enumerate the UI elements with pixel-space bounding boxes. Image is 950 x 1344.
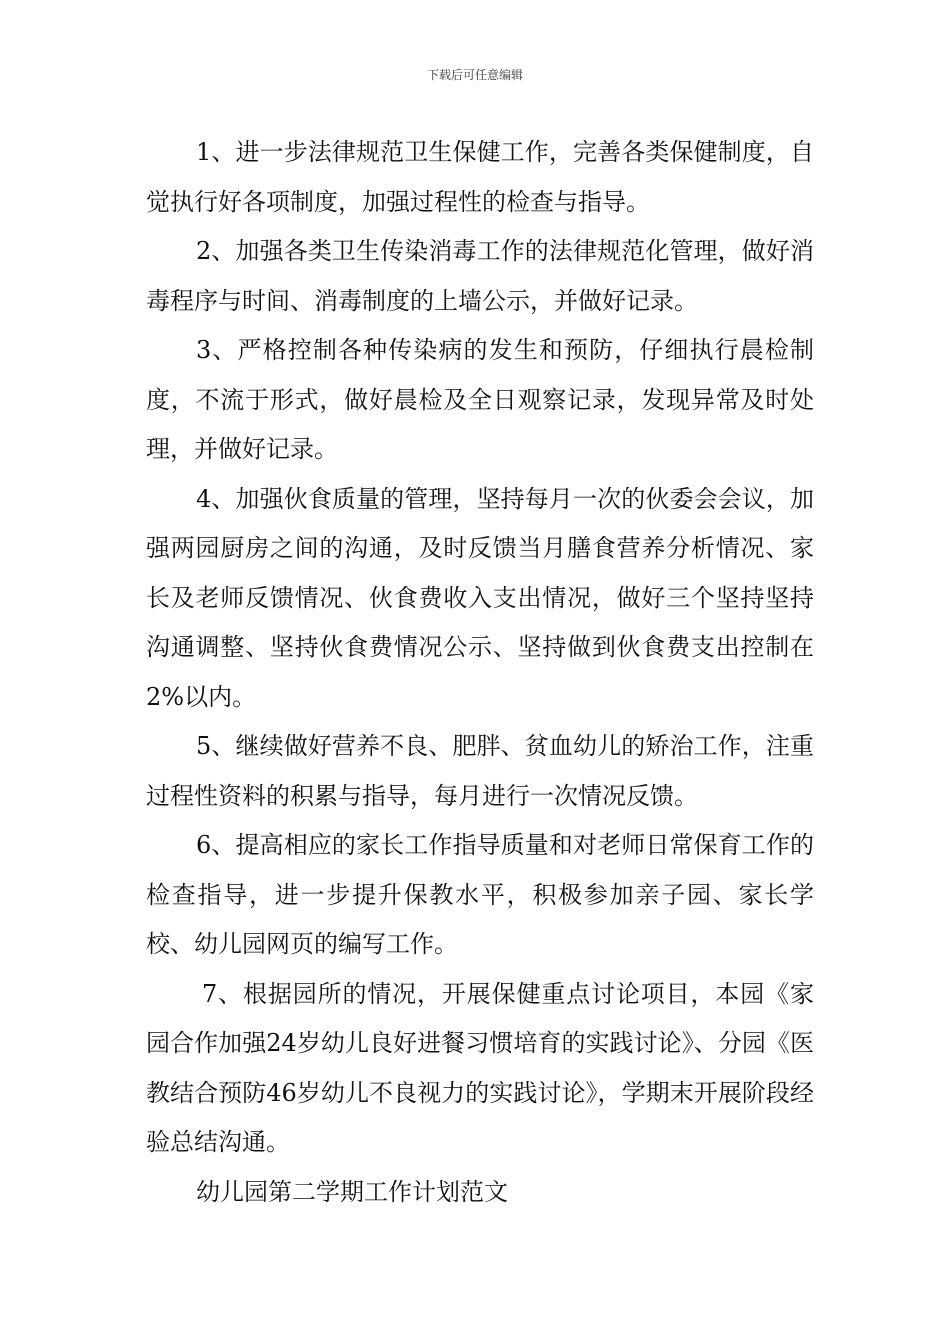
paragraph-item-4: 4、加强伙食质量的管理，坚持每月一次的伙委会会议，加强两园厨房之间的沟通，及时反馈当月膳食营养分析情况、家长及老师反馈情况、伙食费收入支出情况，做好三个坚持坚持沟通调整、坚持伙食费情况公示、坚持做到伙食费支出控制在2%以内。 (146, 484, 814, 711)
closing-title: 幼儿园第二学期工作计划范文 (196, 1177, 508, 1206)
paragraph-item-1: 1、进一步法律规范卫生保健工作，完善各类保健制度，自觉执行好各项制度，加强过程性的检查与指导。 (146, 138, 814, 216)
page-header-note: 下载后可任意编辑 (426, 68, 523, 82)
document-body (146, 128, 814, 1217)
paragraph-item-2: 2、加强各类卫生传染消毒工作的法律规范化管理，做好消毒程序与时间、消毒制度的上墙公示，并做好记录。 (146, 237, 814, 315)
paragraph-item-3: 3、严格控制各种传染病的发生和预防，仔细执行晨检制度，不流于形式，做好晨检及全日观察记录，发现异常及时处理，并做好记录。 (146, 336, 814, 463)
paragraph-item-6: 6、提高相应的家长工作指导质量和对老师日常保育工作的检查指导，进一步提升保教水平，积极参加亲子园、家长学校、幼儿园网页的编写工作。 (146, 831, 814, 958)
paragraph-item-7: 7、根据园所的情况，开展保健重点讨论项目，本园《家园合作加强24岁幼儿良好进餐习惯培育的实践讨论》、分园《医教结合预防46岁幼儿不良视力的实践讨论》，学期末开展阶段经验总结沟通。 (146, 979, 814, 1156)
paragraph-item-5: 5、继续做好营养不良、肥胖、贫血幼儿的矫治工作，注重过程性资料的积累与指导，每月进行一次情况反馈。 (146, 732, 814, 810)
